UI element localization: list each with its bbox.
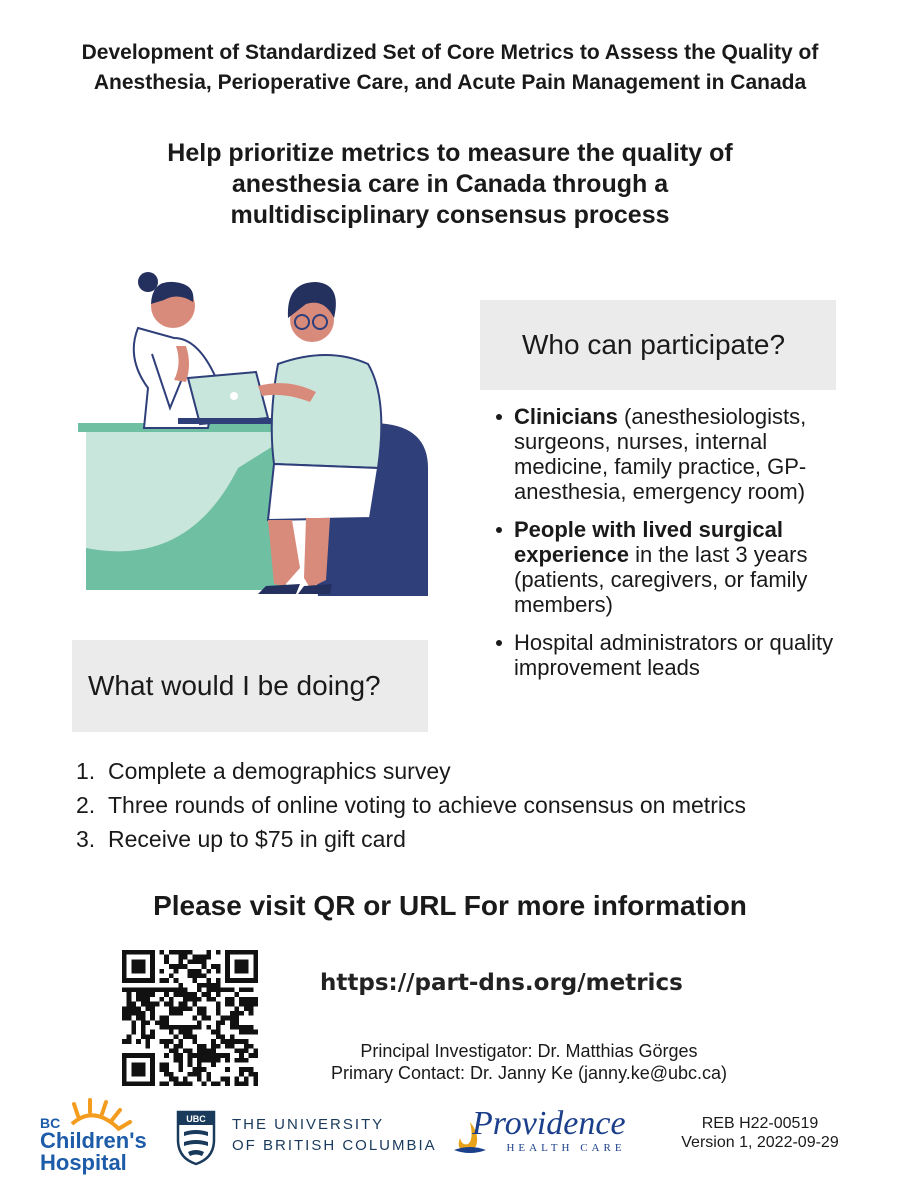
reb-number: REB H22-00519 bbox=[701, 1115, 819, 1132]
qr-code-icon[interactable] bbox=[122, 950, 258, 1086]
poster-subtitle bbox=[100, 138, 800, 231]
reb-version: Version 1, 2022-09-29 bbox=[681, 1134, 839, 1151]
ubc-line-1: THE UNIVERSITY bbox=[232, 1116, 385, 1133]
bcch-line-3: Hospital bbox=[40, 1150, 127, 1175]
subtitle-line-2: anesthesia care in Canada through a bbox=[231, 170, 669, 198]
step-text: Complete a demographics survey bbox=[108, 758, 451, 784]
providence-logo-text bbox=[472, 1104, 626, 1154]
step-number: 3. bbox=[76, 826, 96, 852]
contact-info bbox=[298, 1040, 760, 1084]
bcch-line-2: Children's bbox=[40, 1128, 147, 1153]
info-url-link[interactable]: https://part-dns.org/metrics bbox=[320, 970, 683, 996]
title-line-2: Anesthesia, Perioperative Care, and Acute Pain Management in Canada bbox=[93, 71, 807, 94]
bcch-logo-text bbox=[40, 1116, 147, 1174]
subtitle-line-1: Help prioritize metrics to measure the quality of bbox=[167, 139, 733, 167]
call-to-action: Please visit QR or URL For more information bbox=[153, 890, 747, 921]
list-item bbox=[494, 517, 864, 617]
primary-contact: Primary Contact: Dr. Janny Ke (janny.ke@ubc.ca) bbox=[330, 1063, 728, 1083]
bcch-line-1: BC bbox=[40, 1115, 61, 1131]
step-number: 1. bbox=[76, 758, 96, 784]
who-heading-text: Who can participate? bbox=[522, 329, 786, 360]
ubc-logo-text bbox=[232, 1114, 437, 1156]
list-item-text: in the last 3 years (patients, caregivers, or family members) bbox=[514, 542, 808, 617]
who-can-participate-heading bbox=[480, 300, 836, 390]
step-text: Receive up to $75 in gift card bbox=[108, 826, 406, 852]
ubc-line-2: OF BRITISH COLUMBIA bbox=[232, 1137, 437, 1154]
participant-list bbox=[494, 404, 864, 693]
list-item-bold: Clinicians bbox=[514, 404, 618, 429]
what-heading-text: What would I be doing? bbox=[88, 670, 381, 701]
what-would-i-be-doing-heading bbox=[72, 640, 428, 732]
list-item bbox=[76, 788, 876, 822]
ubc-crest-icon bbox=[176, 1110, 216, 1166]
list-item bbox=[494, 404, 864, 504]
ubc-crest-text: UBC bbox=[186, 1114, 206, 1124]
list-item bbox=[76, 754, 876, 788]
step-text: Three rounds of online voting to achieve consensus on metrics bbox=[108, 792, 746, 818]
providence-sub: HEALTH CARE bbox=[506, 1142, 626, 1154]
list-item-text: Hospital administrators or quality improvement leads bbox=[514, 630, 834, 680]
list-item bbox=[494, 630, 864, 680]
doctor-patient-illustration bbox=[78, 268, 430, 596]
list-item-text: (anesthesiologists, surgeons, nurses, internal medicine, family practice, GP-anesthesia, emergency room) bbox=[514, 404, 807, 504]
title-line-1: Development of Standardized Set of Core Metrics to Assess the Quality of bbox=[81, 41, 819, 64]
poster-title bbox=[10, 38, 890, 98]
list-item bbox=[76, 822, 876, 856]
providence-name: Providence bbox=[472, 1105, 626, 1142]
steps-list bbox=[76, 754, 876, 856]
subtitle-line-3: multidisciplinary consensus process bbox=[230, 201, 670, 229]
principal-investigator: Principal Investigator: Dr. Matthias Görges bbox=[360, 1041, 698, 1061]
list-item-bold: People with lived surgical experience bbox=[514, 517, 783, 567]
step-number: 2. bbox=[76, 792, 96, 818]
reb-info bbox=[660, 1114, 860, 1152]
